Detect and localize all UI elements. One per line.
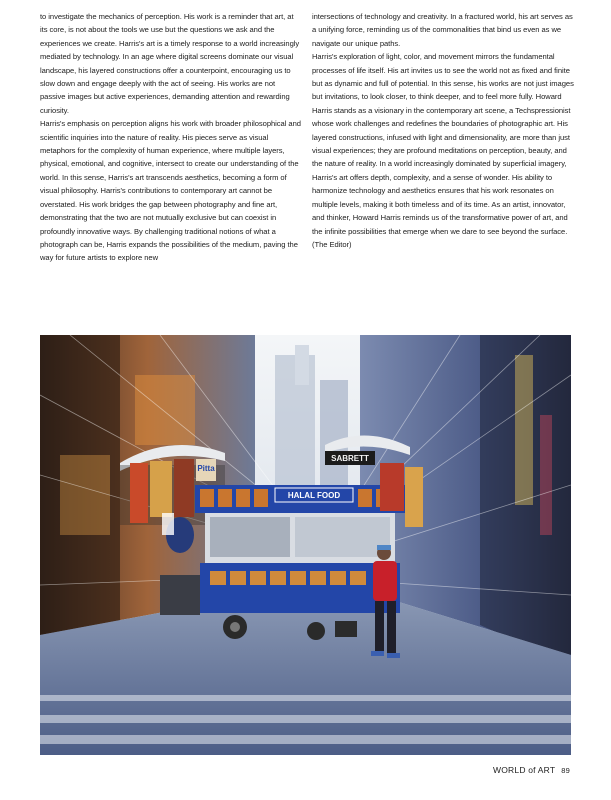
cart-sign-pitta: Pitta	[197, 464, 215, 473]
article-paragraph: intersections of technology and creativity. In a fractured world, his art serves as a unifying force, reminding us of the commonalities that bind us even as we navigate our unique paths.	[312, 12, 573, 48]
article-paragraph: to investigate the mechanics of perception. His work is a reminder that art, at its core, is not about the tools we use but the questions we ask and the experiences we create. Harris's art is a timely response to a world increasingly mediated by technology. In an age where digital screens dominate our visual landscape, his layered constructions offer a counterpoint, encouraging us to slow down and engage deeply with the act of seeing. His works are not passive images but active experiences, demanding attention and rewarding curiosity.	[40, 12, 300, 115]
article-paragraph: Harris's exploration of light, color, and movement mirrors the fundamental processes of life itself. His art invites us to see the world not as fixed and finite but as dynamic and full of potential. In this sense, his works are not just images but invitations, to look closer, to think deeper, and to feel more fully. Howard Harris stands as a visionary in the contemporary art scene, a Techspressionist whose work challenges and redefines the boundaries of photographic art. His layered constructions, infused with light and dimensionality, are more than just visual experiences; they are profound meditations on perception, beauty, and the nature of reality. In a world increasingly dominated by superficial imagery, Harris's art offers depth, complexity, and a sense of wonder. His ability to harmonize technology and aesthetics ensures that his work resonates on multiple levels, making it both timeless and of its time. As an artist, innovator, and thinker, Howard Harris reminds us of the transformative power of art, and the infinite possibilities that emerge when we dare to see beyond the surface. (The Editor)	[312, 52, 574, 249]
article-column-left	[40, 10, 302, 265]
publication-name: WORLD of ART	[493, 765, 556, 775]
article-paragraph: Harris's emphasis on perception aligns his work with broader philosophical and scientific inquiries into the nature of reality. His pieces serve as visual metaphors for the complexity of human experience, where multiple layers, physical, emotional, and cognitive, intersect to create our understanding of the world. In this sense, Harris's art transcends aesthetics, becoming a form of visual philosophy. Harris's contributions to contemporary art cannot be overstated. His work bridges the gap between photography and fine art, demonstrating that the two are not mutually exclusive but can coexist in profoundly innovative ways. By challenging traditional notions of what a photograph can be, Harris expands the possibilities of the medium, paving the way for future artists to explore new	[40, 119, 301, 263]
article-column-right	[312, 10, 574, 251]
cart-sign-halal-food: HALAL FOOD	[287, 491, 341, 500]
cart-sign-sabrett: SABRETT	[331, 454, 369, 463]
page-number: 89	[561, 766, 570, 775]
artwork-photo	[40, 335, 571, 755]
artwork-halal-cart-image	[40, 335, 571, 755]
page-footer	[493, 765, 570, 775]
